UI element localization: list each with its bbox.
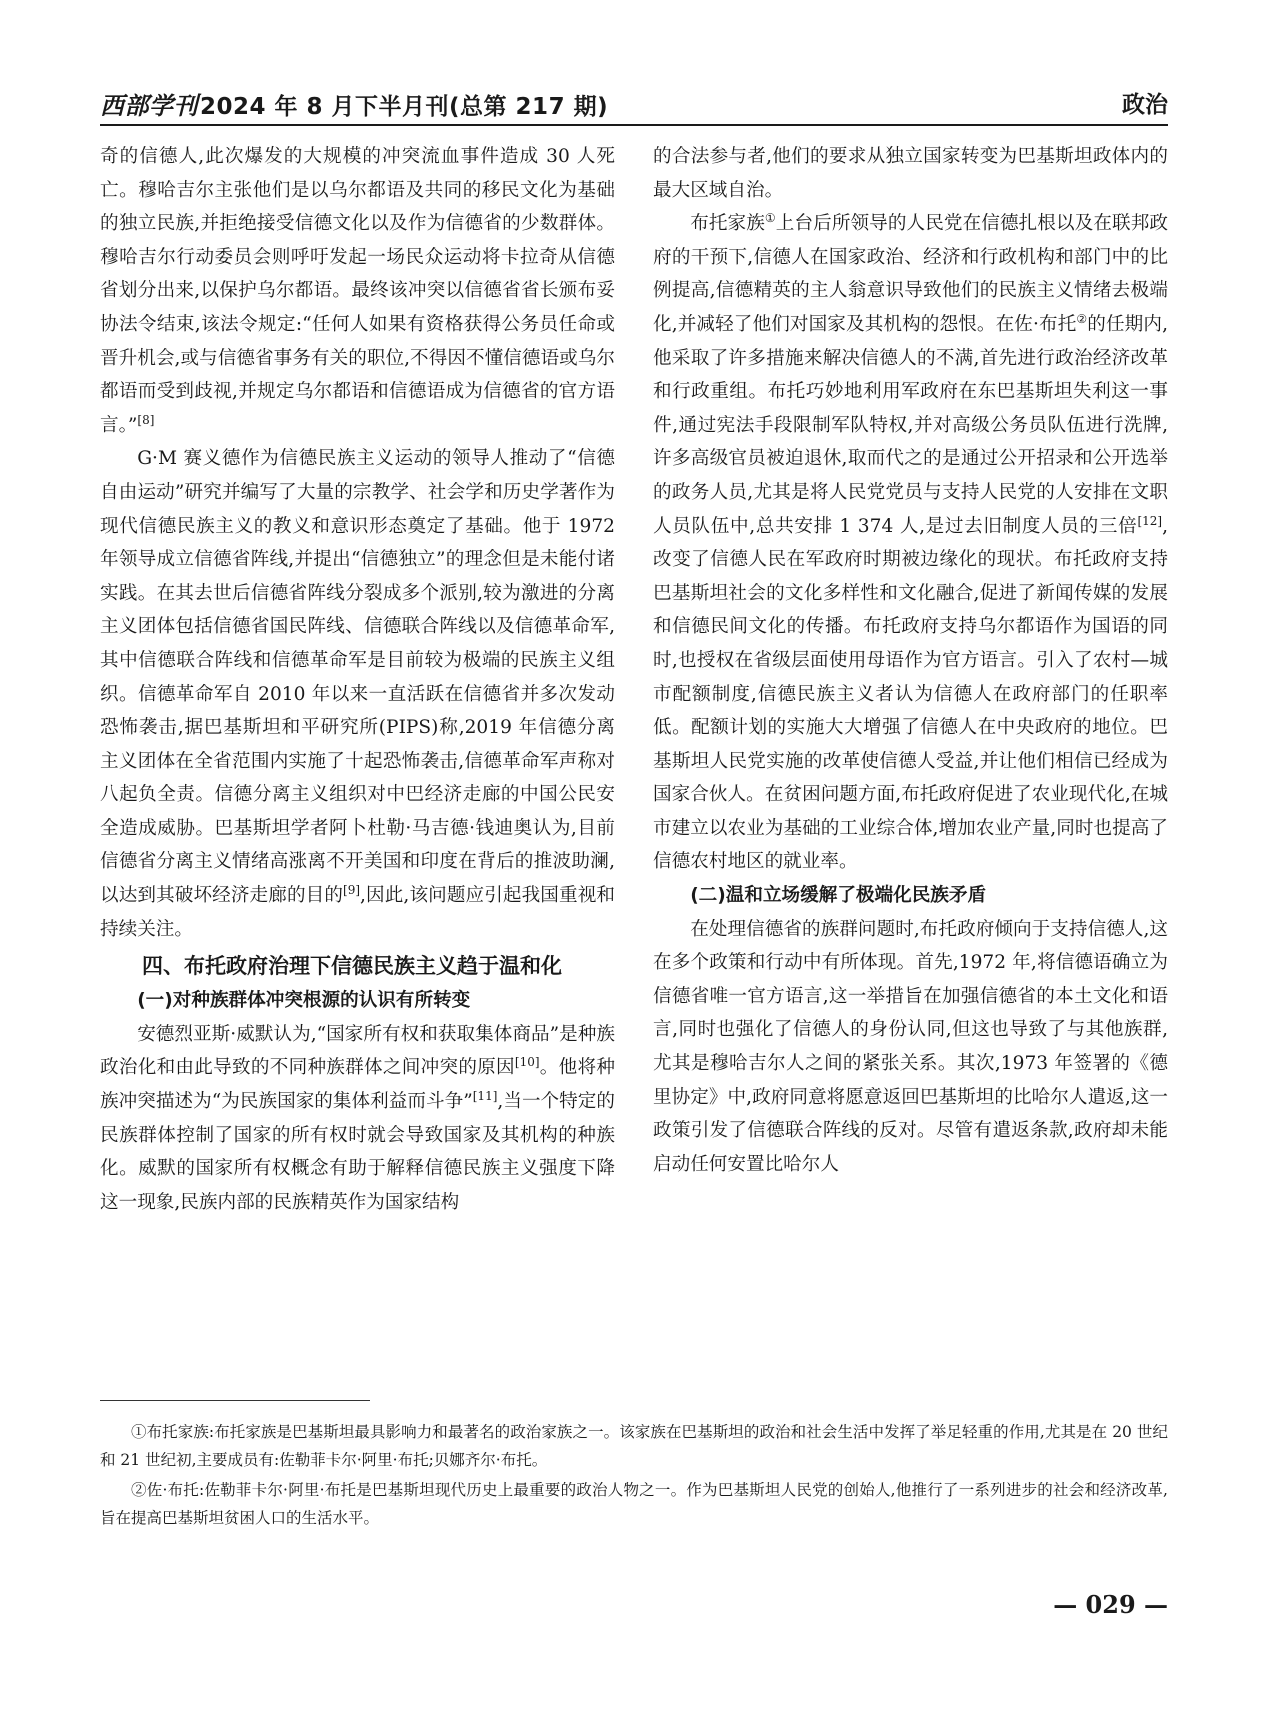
subsection-heading: (一)对种族群体冲突根源的认识有所转变 xyxy=(137,990,471,1012)
paragraph: 布托家族①上台后所领导的人民党在信德扎根以及在联邦政府的干预下,信德人在国家政治、经济和行政机构和部门中的比例提高,信德精英的主人翁意识导致他们的民族主义情绪去极端化,并减轻了他们对国家及其机构的怨恨。在佐·布托②的任期内,他采取了许多措施来解决信德人的不满,首先进行政治经济改革和行政重组。布托巧妙地利用军政府在东巴基斯坦失利这一事件,通过宪法手段限制军队特权,并对高级公务员队伍进行洗牌,许多高级官员被迫退休,取而代之的是通过公开招录和公开选举的政务人员,尤其是将人民党党员与支持人民党的人安排在文职人员队伍中,总共安排 1 374 人,是过去旧制度人员的三倍[12],改变了信德人民在军政府时期被边缘化的现状。布托政府支持巴基斯坦社会的文化多样性和文化融合,促进了新闻传媒的发展和信德民间文化的传播。布托政府支持乌尔都语作为国语的同时,也授权在省级层面使用母语作为官方语言。引入了农村—城市配额制度,信德民族主义者认为信德人在政府部门的任职率低。配额计划的实施大大增强了信德人在中央政府的地位。巴基斯坦人民党实施的改革使信德人受益,并让他们相信已经成为国家合伙人。在贫困问题方面,布托政府促进了农业现代化,在城市建立以农业为基础的工业综合体,增加农业产量,同时也提高了信德农村地区的就业率。 xyxy=(653,211,1168,873)
footnote-1: ①布托家族:布托家族是巴基斯坦最具影响力和最著名的政治家族之一。该家族在巴基斯坦的政治和社会生活中发挥了举足轻重的作用,尤其是在 20 世纪和 21 世纪初,主要成员有:佐勒菲卡尔·阿里·布托;贝娜齐尔·布托。 xyxy=(100,1423,1168,1469)
header-rule xyxy=(100,124,1168,126)
footnote-rule xyxy=(100,1400,370,1401)
paragraph: 奇的信德人,此次爆发的大规模的冲突流血事件造成 30 人死亡。穆哈吉尔主张他们是以乌尔都语及共同的移民文化为基础的独立民族,并拒绝接受信德文化以及作为信德省的少数群体。穆哈吉尔行动委员会则呼吁发起一场民众运动将卡拉奇从信德省划分出来,以保护乌尔都语。最终该冲突以信德省省长颁布妥协法令结束,该法令规定:“任何人如果有资格获得公务员任命或晋升机会,或与信德省事务有关的职位,不得因不懂信德语或乌尔都语而受到歧视,并规定乌尔都语和信德语成为信德省的官方语言。”[8] xyxy=(100,146,615,436)
right-column xyxy=(653,140,1168,1181)
running-header xyxy=(100,82,1168,122)
citation: [11] xyxy=(472,1088,498,1103)
footnote-marker[interactable]: ① xyxy=(764,211,776,225)
left-column xyxy=(100,140,615,1219)
subsection-heading: (二)温和立场缓解了极端化民族矛盾 xyxy=(690,885,987,907)
section-heading: 四、布托政府治理下信德民族主义趋于温和化 xyxy=(142,954,562,979)
journal-title xyxy=(100,86,608,121)
journal-issue: 2024 年 8 月下半月刊(总第 217 期) xyxy=(200,94,609,120)
paragraph: G·M 赛义德作为信德民族主义运动的领导人推动了“信德自由运动”研究并编写了大量的宗教学、社会学和历史学著作为现代信德民族主义的教义和意识形态奠定了基础。他于 1972 年领导成立信德省阵线,并提出“信德独立”的理念但是未能付诸实践。在其去世后信德省阵线分裂成多个派别,较为激进的分离主义团体包括信德省国民阵线、信德联合阵线以及信德革命军,其中信德联合阵线和信德革命军是目前较为极端的民族主义组织。信德革命军自 2010 年以来一直活跃在信德省并多次发动恐怖袭击,据巴基斯坦和平研究所(PIPS)称,2019 年信德分离主义团体在全省范围内实施了十起恐怖袭击,信德革命军声称对八起负全责。信德分离主义组织对中巴经济走廊的中国公民安全造成威胁。巴基斯坦学者阿卜杜勒·马吉德·钱迪奥认为,目前信德省分离主义情绪高涨离不开美国和印度在背后的推波助澜,以达到其破坏经济走廊的目的[9],因此,该问题应引起我国重视和持续关注。 xyxy=(100,448,615,940)
paragraph: 安德烈亚斯·威默认为,“国家所有权和获取集体商品”是种族政治化和由此导致的不同种族群体之间冲突的原因[10]。他将种族冲突描述为“为民族国家的集体利益而斗争”[11],当一个特定的民族群体控制了国家的所有权时就会导致国家及其机构的种族化。威默的国家所有权概念有助于解释信德民族主义强度下降这一现象,民族内部的民族精英作为国家结构 xyxy=(100,1023,615,1213)
citation: [10] xyxy=(514,1055,540,1070)
citation: [8] xyxy=(137,412,155,427)
journal-logo: 西部学刊 xyxy=(100,91,198,120)
page-number: — 029 — xyxy=(1053,1590,1168,1619)
footnote-2: ②佐·布托:佐勒菲卡尔·阿里·布托是巴基斯坦现代历史上最重要的政治人物之一。作为巴基斯坦人民党的创始人,他推行了一系列进步的社会和经济改革,旨在提高巴基斯坦贫困人口的生活水平。 xyxy=(100,1481,1168,1527)
paragraph: 的合法参与者,他们的要求从独立国家转变为巴基斯坦政体内的最大区域自治。 xyxy=(653,146,1168,201)
footnote-marker[interactable]: ② xyxy=(1076,311,1088,326)
paragraph: 在处理信德省的族群问题时,布托政府倾向于支持信德人,这在多个政策和行动中有所体现。首先,1972 年,将信德语确立为信德省唯一官方语言,这一举措旨在加强信德省的本土文化和语言,同时也强化了信德人的身份认同,但这也导致了与其他族群,尤其是穆哈吉尔人之间的紧张关系。其次,1973 年签署的《德里协定》中,政府同意将愿意返回巴基斯坦的比哈尔人遣返,这一政策引发了信德联合阵线的反对。尽管有遣返条款,政府却未能启动任何安置比哈尔人 xyxy=(653,918,1168,1175)
footnotes xyxy=(100,1418,1168,1534)
citation: [12] xyxy=(1137,513,1163,528)
citation: [9] xyxy=(343,882,361,897)
section-name: 政治 xyxy=(1122,92,1168,118)
